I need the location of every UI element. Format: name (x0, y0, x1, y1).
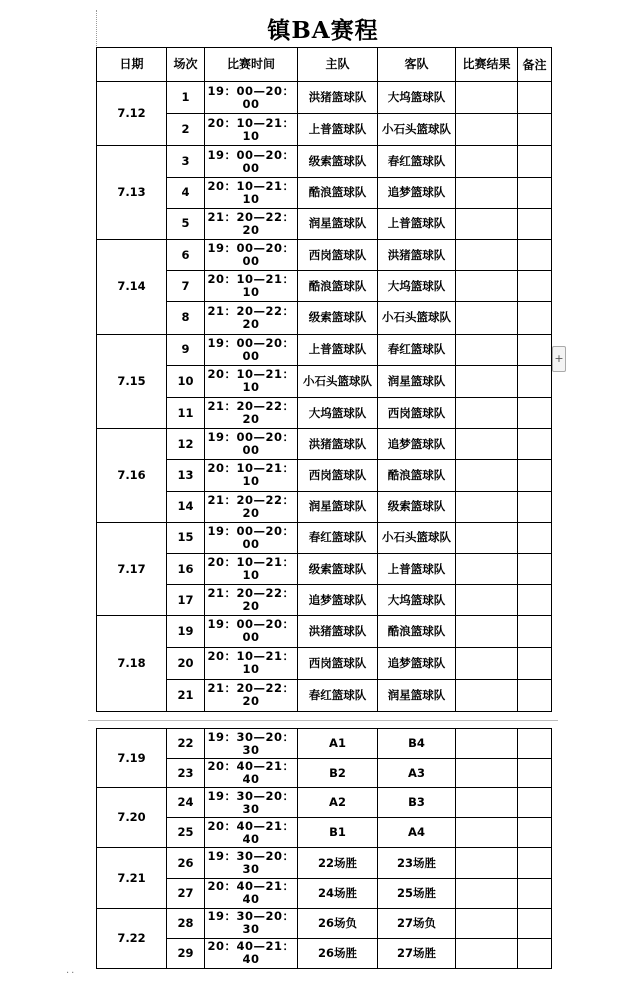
match-no-cell: 8 (167, 302, 205, 334)
result-cell[interactable] (456, 522, 518, 553)
time-cell: 21：20—22：20 (205, 679, 298, 711)
away-team-cell: 追梦篮球队 (378, 647, 456, 679)
result-cell[interactable] (456, 647, 518, 679)
away-team-cell: 追梦篮球队 (378, 429, 456, 460)
header-home: 主队 (298, 48, 378, 82)
away-team-cell: 小石头篮球队 (378, 522, 456, 553)
time-cell: 19：00—20：00 (205, 146, 298, 177)
match-no-cell: 20 (167, 647, 205, 679)
table-row (97, 788, 552, 818)
match-no-cell: 23 (167, 759, 205, 788)
time-cell: 19：30—20：30 (205, 788, 298, 818)
time-cell: 21：20—22：20 (205, 585, 298, 616)
home-team-cell: 洪猪篮球队 (298, 429, 378, 460)
time-cell: 19：30—20：30 (205, 848, 298, 878)
result-cell[interactable] (456, 759, 518, 788)
away-team-cell: 25场胜 (378, 878, 456, 908)
match-no-cell: 5 (167, 208, 205, 239)
notes-cell[interactable] (518, 729, 552, 759)
time-cell: 20：10—21：10 (205, 271, 298, 302)
match-no-cell: 10 (167, 365, 205, 397)
result-cell[interactable] (456, 460, 518, 491)
time-cell: 19：00—20：00 (205, 522, 298, 553)
notes-cell[interactable] (518, 271, 552, 302)
result-cell[interactable] (456, 240, 518, 271)
time-cell: 19：30—20：30 (205, 729, 298, 759)
date-cell: 7.16 (97, 429, 167, 523)
date-cell: 7.19 (97, 729, 167, 788)
result-cell[interactable] (456, 848, 518, 878)
home-team-cell: 小石头篮球队 (298, 365, 378, 397)
table-row (97, 334, 552, 365)
home-team-cell: 24场胜 (298, 878, 378, 908)
home-team-cell: 春红篮球队 (298, 679, 378, 711)
home-team-cell: 润星篮球队 (298, 491, 378, 522)
header-away: 客队 (378, 48, 456, 82)
away-team-cell: 小石头篮球队 (378, 114, 456, 146)
match-no-cell: 26 (167, 848, 205, 878)
match-no-cell: 1 (167, 82, 205, 114)
time-cell: 20：10—21：10 (205, 460, 298, 491)
match-no-cell: 12 (167, 429, 205, 460)
table-row (97, 240, 552, 271)
time-cell: 19：00—20：00 (205, 429, 298, 460)
result-cell[interactable] (456, 82, 518, 114)
match-no-cell: 24 (167, 788, 205, 818)
away-team-cell: 大坞篮球队 (378, 271, 456, 302)
table-row (97, 146, 552, 177)
table-row (97, 82, 552, 114)
away-team-cell: 西岗篮球队 (378, 398, 456, 429)
match-no-cell: 29 (167, 938, 205, 968)
time-cell: 20：40—21：40 (205, 759, 298, 788)
notes-cell[interactable] (518, 334, 552, 365)
home-team-cell: 洪猪篮球队 (298, 82, 378, 114)
header-date: 日期 (97, 48, 167, 82)
notes-cell[interactable] (518, 208, 552, 239)
add-row-handle[interactable]: + (552, 346, 566, 372)
match-no-cell: 25 (167, 818, 205, 848)
match-no-cell: 7 (167, 271, 205, 302)
table-row (97, 616, 552, 647)
match-no-cell: 17 (167, 585, 205, 616)
away-team-cell: 27场负 (378, 908, 456, 938)
notes-cell[interactable] (518, 460, 552, 491)
away-team-cell: 春红篮球队 (378, 334, 456, 365)
notes-cell[interactable] (518, 616, 552, 647)
away-team-cell: 大坞篮球队 (378, 585, 456, 616)
date-cell: 7.12 (97, 82, 167, 146)
result-cell[interactable] (456, 398, 518, 429)
notes-cell[interactable] (518, 398, 552, 429)
result-cell[interactable] (456, 553, 518, 584)
away-team-cell: B3 (378, 788, 456, 818)
home-team-cell: A1 (298, 729, 378, 759)
home-team-cell: 西岗篮球队 (298, 240, 378, 271)
match-no-cell: 15 (167, 522, 205, 553)
time-cell: 21：20—22：20 (205, 398, 298, 429)
table-row (97, 522, 552, 553)
away-team-cell: 酷浪篮球队 (378, 616, 456, 647)
result-cell[interactable] (456, 429, 518, 460)
away-team-cell: 23场胜 (378, 848, 456, 878)
date-cell: 7.20 (97, 788, 167, 848)
result-cell[interactable] (456, 818, 518, 848)
notes-cell[interactable] (518, 759, 552, 788)
header-time: 比赛时间 (205, 48, 298, 82)
result-cell[interactable] (456, 491, 518, 522)
match-no-cell: 28 (167, 908, 205, 938)
result-cell[interactable] (456, 302, 518, 334)
result-cell[interactable] (456, 114, 518, 146)
time-cell: 20：10—21：10 (205, 553, 298, 584)
notes-cell[interactable] (518, 177, 552, 208)
page-break (88, 720, 558, 721)
home-team-cell: 西岗篮球队 (298, 460, 378, 491)
time-cell: 19：00—20：00 (205, 334, 298, 365)
notes-cell[interactable] (518, 146, 552, 177)
home-team-cell: B1 (298, 818, 378, 848)
home-team-cell: 22场胜 (298, 848, 378, 878)
home-team-cell: 润星篮球队 (298, 208, 378, 239)
home-team-cell: 级索篮球队 (298, 302, 378, 334)
notes-cell[interactable] (518, 240, 552, 271)
away-team-cell: 酷浪篮球队 (378, 460, 456, 491)
time-cell: 20：40—21：40 (205, 938, 298, 968)
result-cell[interactable] (456, 208, 518, 239)
result-cell[interactable] (456, 729, 518, 759)
notes-cell[interactable] (518, 522, 552, 553)
home-team-cell: 西岗篮球队 (298, 647, 378, 679)
home-team-cell: 级索篮球队 (298, 553, 378, 584)
notes-cell[interactable] (518, 302, 552, 334)
notes-cell[interactable] (518, 818, 552, 848)
home-team-cell: 春红篮球队 (298, 522, 378, 553)
date-cell: 7.17 (97, 522, 167, 616)
notes-cell[interactable] (518, 553, 552, 584)
home-team-cell: 上普篮球队 (298, 334, 378, 365)
date-cell: 7.15 (97, 334, 167, 429)
date-cell: 7.13 (97, 146, 167, 240)
time-cell: 19：00—20：00 (205, 240, 298, 271)
result-cell[interactable] (456, 271, 518, 302)
home-team-cell: A2 (298, 788, 378, 818)
date-cell: 7.14 (97, 240, 167, 335)
date-cell: 7.18 (97, 616, 167, 712)
away-team-cell: 27场胜 (378, 938, 456, 968)
home-team-cell: 酷浪篮球队 (298, 177, 378, 208)
table-row (97, 848, 552, 878)
notes-cell[interactable] (518, 679, 552, 711)
home-team-cell: 级索篮球队 (298, 146, 378, 177)
time-cell: 21：20—22：20 (205, 491, 298, 522)
notes-cell[interactable] (518, 82, 552, 114)
result-cell[interactable] (456, 908, 518, 938)
time-cell: 20：10—21：10 (205, 647, 298, 679)
home-team-cell: 追梦篮球队 (298, 585, 378, 616)
notes-cell[interactable] (518, 938, 552, 968)
time-cell: 20：40—21：40 (205, 878, 298, 908)
notes-cell[interactable] (518, 429, 552, 460)
match-no-cell: 27 (167, 878, 205, 908)
notes-cell[interactable] (518, 647, 552, 679)
match-no-cell: 9 (167, 334, 205, 365)
away-team-cell: 上普篮球队 (378, 553, 456, 584)
result-cell[interactable] (456, 146, 518, 177)
schedule-table-page-1 (96, 47, 552, 712)
away-team-cell: B4 (378, 729, 456, 759)
home-team-cell: 26场胜 (298, 938, 378, 968)
notes-cell[interactable] (518, 848, 552, 878)
home-team-cell: 酷浪篮球队 (298, 271, 378, 302)
match-no-cell: 14 (167, 491, 205, 522)
away-team-cell: A4 (378, 818, 456, 848)
result-cell[interactable] (456, 788, 518, 818)
result-cell[interactable] (456, 616, 518, 647)
home-team-cell: B2 (298, 759, 378, 788)
time-cell: 21：20—22：20 (205, 208, 298, 239)
match-no-cell: 6 (167, 240, 205, 271)
footer-marks: ·· (66, 968, 77, 979)
match-no-cell: 21 (167, 679, 205, 711)
notes-cell[interactable] (518, 788, 552, 818)
time-cell: 20：10—21：10 (205, 365, 298, 397)
time-cell: 19：30—20：30 (205, 908, 298, 938)
notes-cell[interactable] (518, 908, 552, 938)
match-no-cell: 16 (167, 553, 205, 584)
away-team-cell: A3 (378, 759, 456, 788)
table-row (97, 729, 552, 759)
home-team-cell: 大坞篮球队 (298, 398, 378, 429)
match-no-cell: 3 (167, 146, 205, 177)
result-cell[interactable] (456, 878, 518, 908)
header-match-no: 场次 (167, 48, 205, 82)
notes-cell[interactable] (518, 491, 552, 522)
match-no-cell: 13 (167, 460, 205, 491)
header-result: 比赛结果 (456, 48, 518, 82)
notes-cell[interactable] (518, 114, 552, 146)
away-team-cell: 润星篮球队 (378, 679, 456, 711)
table-row (97, 429, 552, 460)
away-team-cell: 洪猪篮球队 (378, 240, 456, 271)
table-row (97, 908, 552, 938)
match-no-cell: 19 (167, 616, 205, 647)
result-cell[interactable] (456, 365, 518, 397)
time-cell: 20：10—21：10 (205, 177, 298, 208)
schedule-table-page-2 (96, 728, 552, 969)
time-cell: 20：40—21：40 (205, 818, 298, 848)
header-notes: 备注 (518, 48, 552, 82)
match-no-cell: 2 (167, 114, 205, 146)
page-title: 镇BA赛程 (267, 17, 379, 44)
result-cell[interactable] (456, 938, 518, 968)
notes-cell[interactable] (518, 585, 552, 616)
away-team-cell: 上普篮球队 (378, 208, 456, 239)
away-team-cell: 润星篮球队 (378, 365, 456, 397)
time-cell: 21：20—22：20 (205, 302, 298, 334)
away-team-cell: 级索篮球队 (378, 491, 456, 522)
away-team-cell: 大坞篮球队 (378, 82, 456, 114)
home-team-cell: 26场负 (298, 908, 378, 938)
time-cell: 20：10—21：10 (205, 114, 298, 146)
result-cell[interactable] (456, 679, 518, 711)
match-no-cell: 22 (167, 729, 205, 759)
result-cell[interactable] (456, 334, 518, 365)
time-cell: 19：00—20：00 (205, 616, 298, 647)
date-cell: 7.22 (97, 908, 167, 968)
result-cell[interactable] (456, 177, 518, 208)
notes-cell[interactable] (518, 878, 552, 908)
match-no-cell: 4 (167, 177, 205, 208)
match-no-cell: 11 (167, 398, 205, 429)
away-team-cell: 追梦篮球队 (378, 177, 456, 208)
time-cell: 19：00—20：00 (205, 82, 298, 114)
home-team-cell: 洪猪篮球队 (298, 616, 378, 647)
home-team-cell: 上普篮球队 (298, 114, 378, 146)
notes-cell[interactable] (518, 365, 552, 397)
away-team-cell: 小石头篮球队 (378, 302, 456, 334)
away-team-cell: 春红篮球队 (378, 146, 456, 177)
date-cell: 7.21 (97, 848, 167, 908)
result-cell[interactable] (456, 585, 518, 616)
